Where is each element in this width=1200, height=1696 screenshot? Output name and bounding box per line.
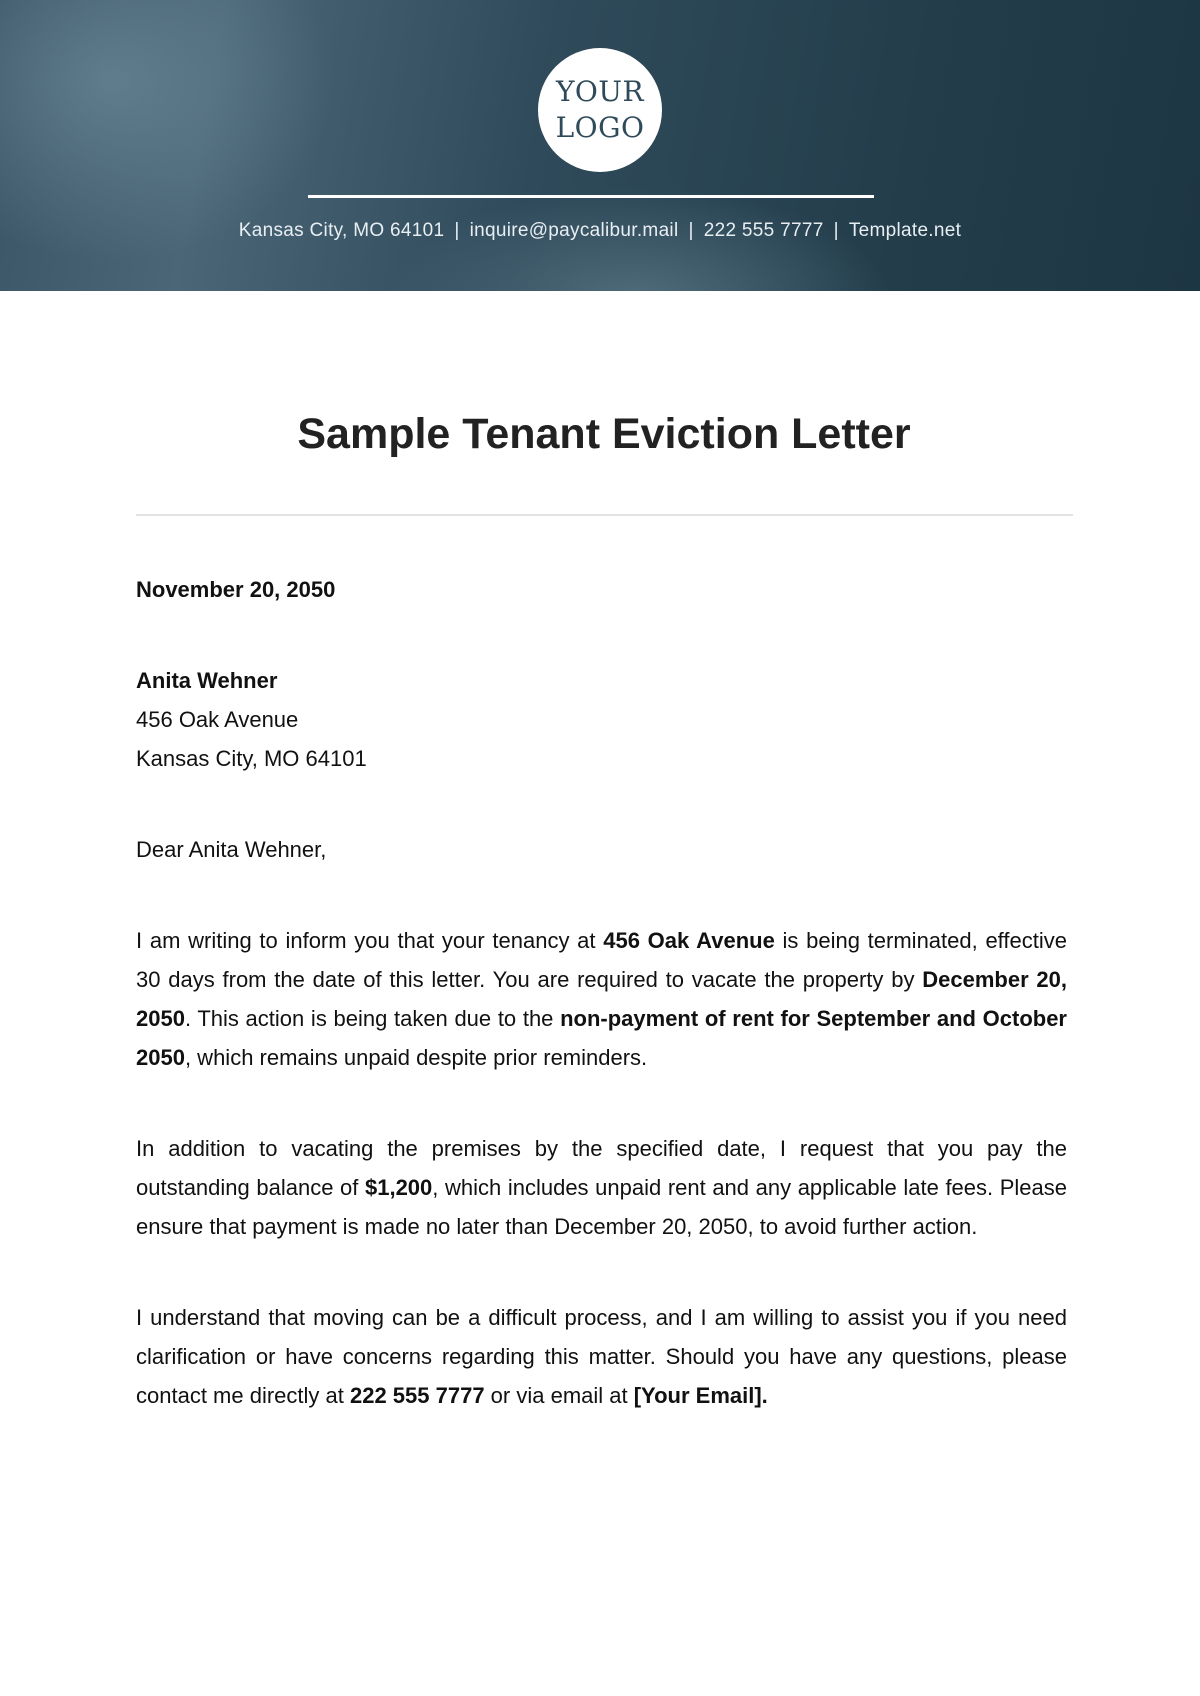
contact-separator: | <box>688 220 694 241</box>
contact-phone: 222 555 7777 <box>703 220 824 241</box>
text-run: . This action is being taken due to the <box>184 1006 561 1031</box>
letterhead <box>0 0 1200 291</box>
contact-email-placeholder: [Your Email]. <box>633 1383 768 1408</box>
logo-text-line2: LOGO <box>555 111 645 144</box>
text-run: or via email at <box>484 1383 634 1408</box>
recipient-street: 456 Oak Avenue <box>136 707 299 732</box>
text-run: I understand that moving can be a difficult process, and I am willing to assist you if you need clarification or have concerns regarding this matter. Should you have any questions, please contact me directly at <box>136 1305 1067 1408</box>
paragraph-contact <box>136 1298 1067 1415</box>
text-run: , which includes unpaid rent and any applicable late fees. Please ensure that payment is made no later than December 20, 2050, to avoid further action. <box>136 1175 1068 1239</box>
title-divider <box>136 514 1073 516</box>
letter-body <box>136 570 1067 1415</box>
text-run: is being terminated, effective 30 days from the date of this letter. You are required to vacate the property by <box>136 928 1067 992</box>
contact-separator: | <box>833 220 839 241</box>
logo-text-line1: YOUR <box>555 75 645 108</box>
contact-email[interactable]: inquire@paycalibur.mail <box>469 220 679 241</box>
header-divider <box>308 195 874 198</box>
contact-line <box>0 220 1200 242</box>
contact-address: Kansas City, MO 64101 <box>238 220 445 241</box>
document-title: Sample Tenant Eviction Letter <box>297 410 911 458</box>
paragraph-termination <box>136 921 1067 1077</box>
eviction-reason: non-payment of rent for September and October 2050 <box>136 1006 1067 1070</box>
recipient-block <box>136 661 1067 778</box>
vacate-date: December 20, 2050 <box>136 967 1067 1031</box>
paragraph-balance <box>136 1129 1067 1246</box>
logo-placeholder <box>538 48 662 172</box>
contact-phone-number: 222 555 7777 <box>349 1383 485 1408</box>
contact-website[interactable]: Template.net <box>848 220 962 241</box>
text-run: In addition to vacating the premises by the specified date, I request that you pay the outstanding balance of <box>136 1136 1067 1200</box>
property-address: 456 Oak Avenue <box>603 928 775 953</box>
text-run: I am writing to inform you that your tenancy at <box>136 928 604 953</box>
contact-separator: | <box>454 220 460 241</box>
salutation: Dear Anita Wehner, <box>136 837 327 862</box>
recipient-city: Kansas City, MO 64101 <box>136 746 367 771</box>
outstanding-balance: $1,200 <box>364 1175 433 1200</box>
text-run: , which remains unpaid despite prior reminders. <box>184 1045 648 1070</box>
letter-date: November 20, 2050 <box>136 577 336 602</box>
recipient-name: Anita Wehner <box>136 668 278 693</box>
